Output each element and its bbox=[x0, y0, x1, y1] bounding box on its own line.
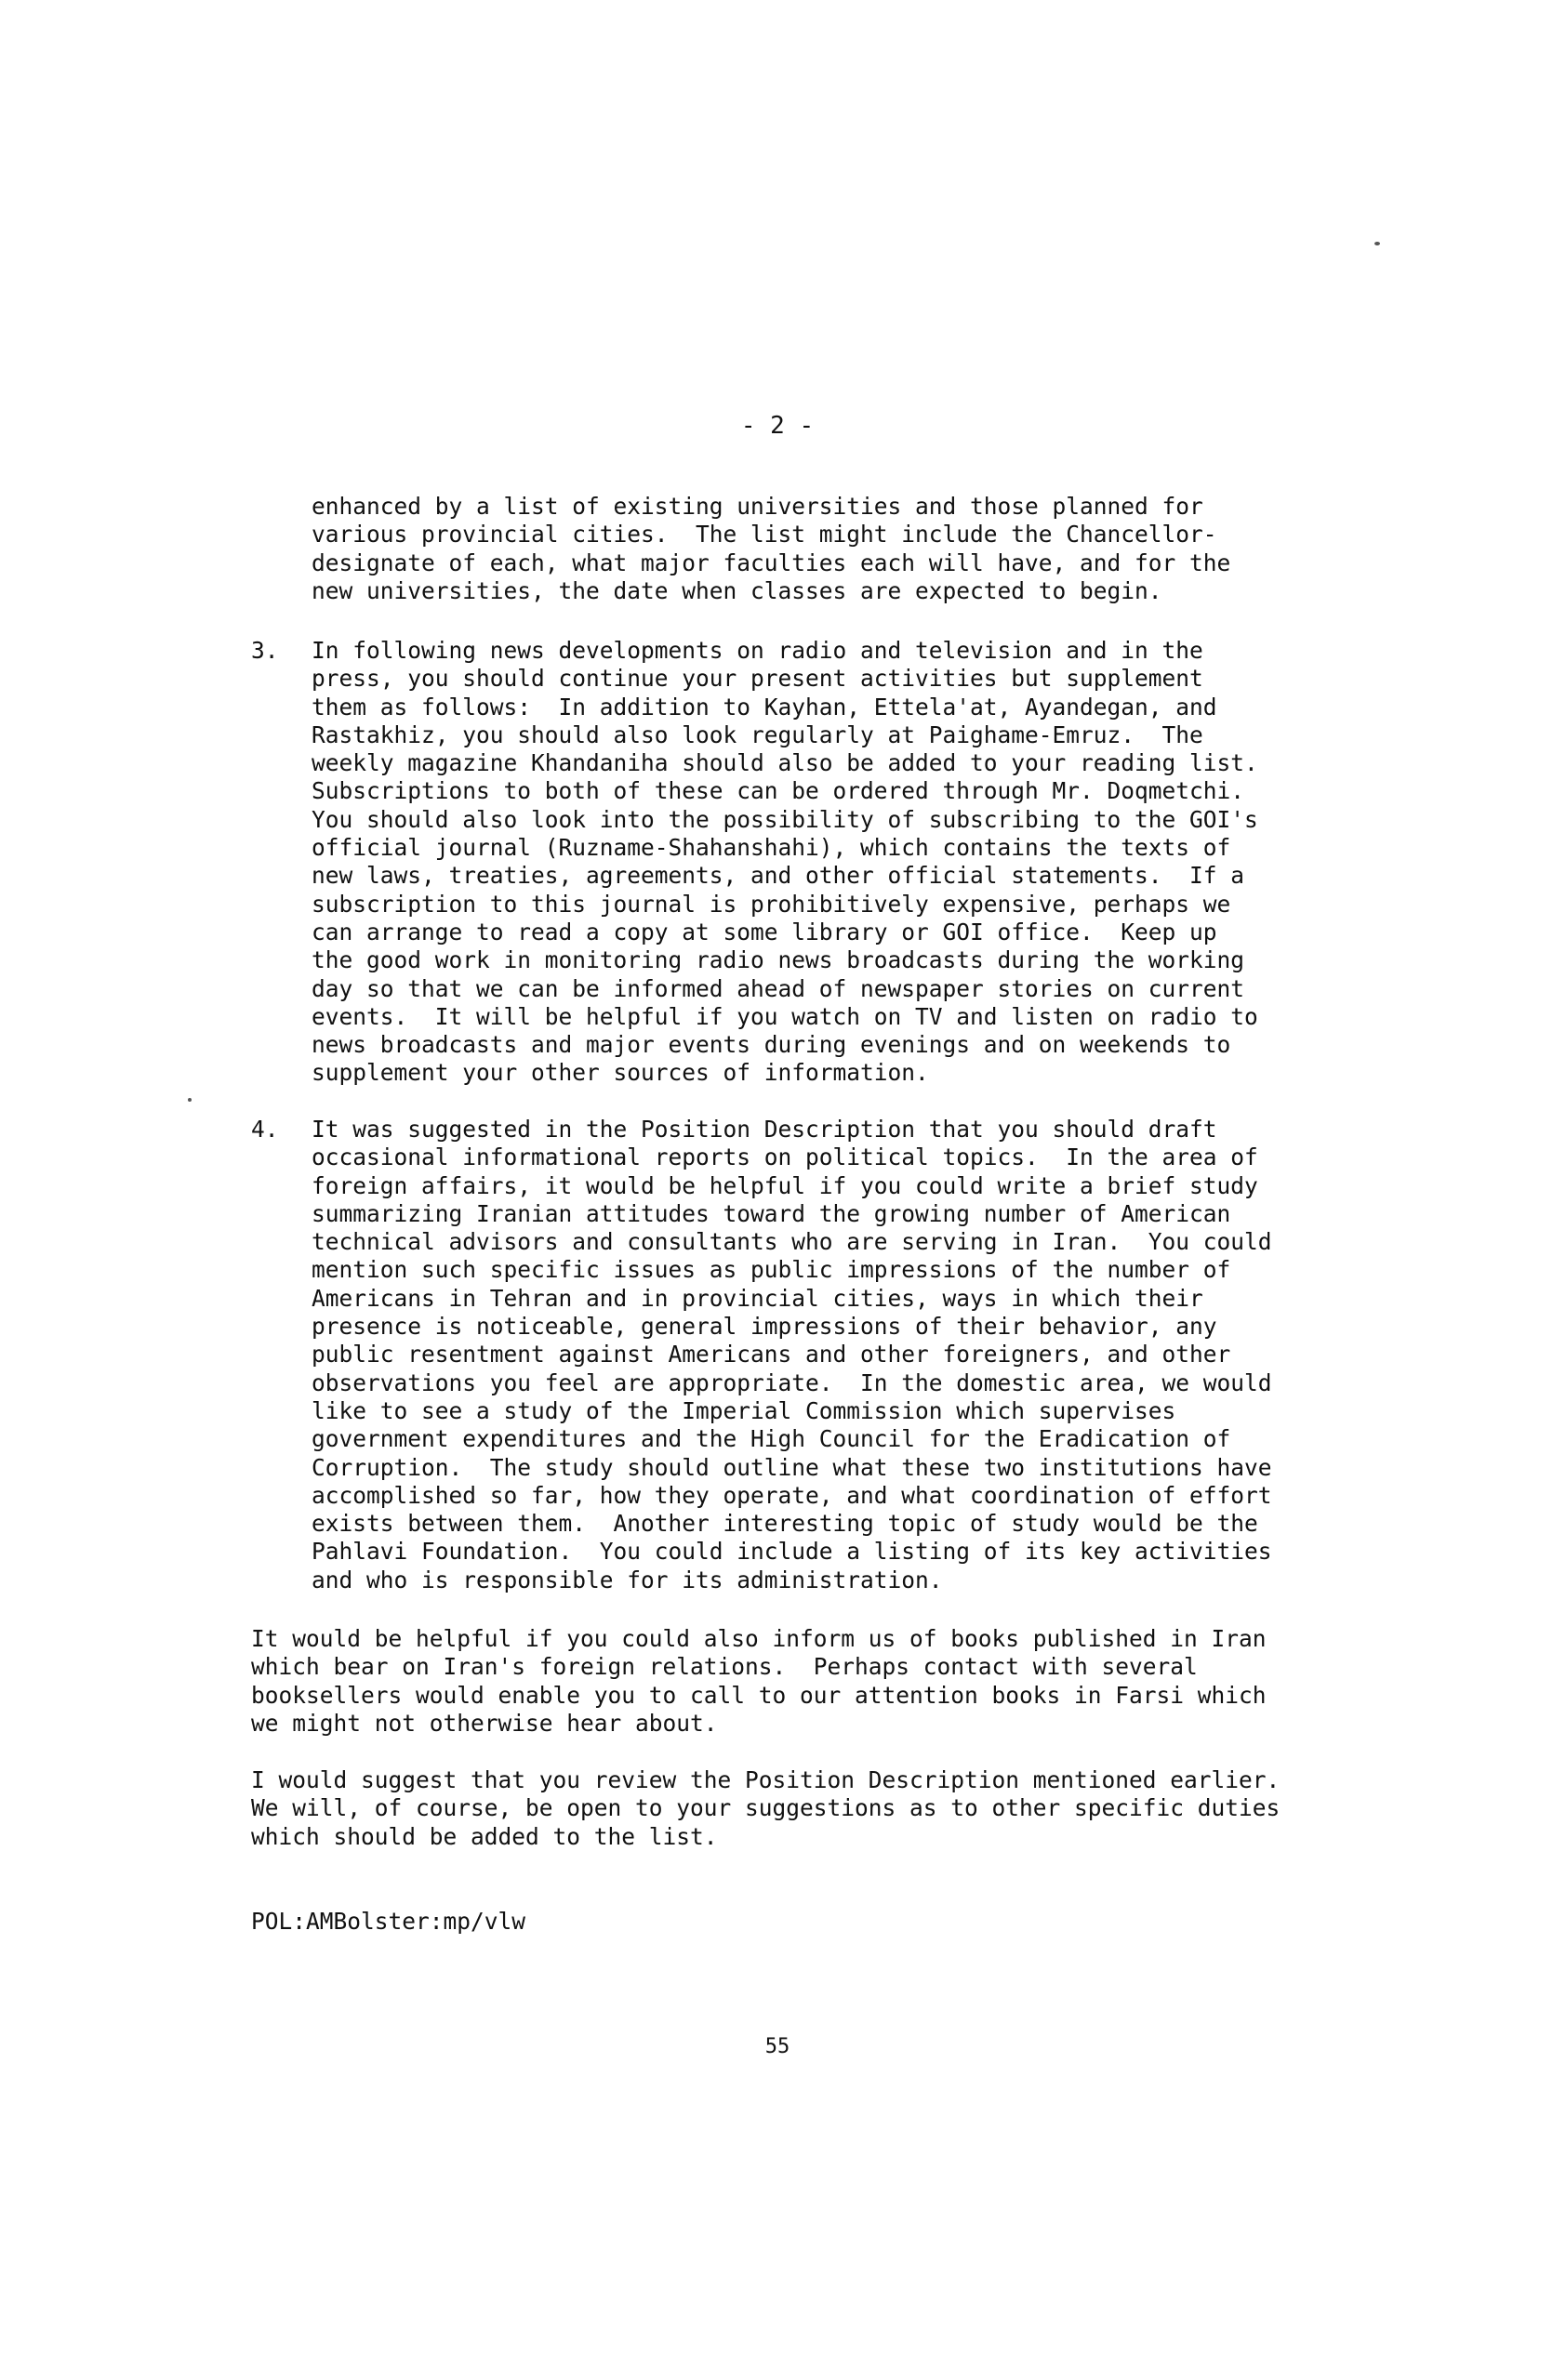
paragraph-4-number: 4. bbox=[251, 1116, 279, 1143]
paragraph-3-number: 3. bbox=[251, 637, 279, 664]
scan-speck bbox=[1374, 242, 1380, 245]
page-number: - 2 - bbox=[740, 412, 815, 440]
paragraph-review: I would suggest that you review the Position Description mentioned earlier. We will, of course, be open to your suggestions as to other specific duties which should be added to the list. bbox=[251, 1766, 1281, 1850]
paragraph-2-continuation: enhanced by a list of existing universities and those planned for various provincial cities. The list might include the Chancellor- designate of each, what major faculties each will have, and for the new universities, the date when classes are expected to begin. bbox=[312, 493, 1231, 604]
paragraph-books: It would be helpful if you could also inform us of books published in Iran which bear on Iran's foreign relations. Perhaps contact with several booksellers would enable you to call to our attention books in Farsi which we might not otherwise hear about. bbox=[251, 1625, 1267, 1737]
paragraph-4-text: It was suggested in the Position Description that you should draft occasional informational reports on political topics. In the area of foreign affairs, it would be helpful if you could write a brief study summarizing Iranian attitudes toward the growing number of American technical advisors and consultants who are serving in Iran. You could mention such specific issues as public impressions of the number of Americans in Tehran and in provincial cities, ways in which their presence is noticeable, general impressions of their behavior, any public resentment against Americans and other foreigners, and other observations you feel are appropriate. In the domestic area, we would like to see a study of the Imperial Commission which supervises government expenditures and the High Council for the Eradication of Corruption. The study should outline what these two institutions have accomplished so far, how they operate, and what coordination of effort exists between them. Another interesting topic of study would be the Pahlavi Foundation. You could include a listing of its key activities and who is responsible for its administration. bbox=[312, 1116, 1272, 1593]
paragraph-3-text: In following news developments on radio and television and in the press, you should continue your present activities but supplement them as follows: In addition to Kayhan, Ettela'at, Ayandegan, and Rastakhiz, you should also look regularly at Paighame-Emruz. The weekly magazine Khandaniha should also be added to your reading list. Subscriptions to both of these can be ordered through Mr. Doqmetchi. You should also look into the possibility of subscribing to the GOI's official journal (Ruzname-Shahanshahi), which contains the texts of new laws, treaties, agreements, and other official statements. If a subscription to this journal is prohibitively expensive, perhaps we can arrange to read a copy at some library or GOI office. Keep up the good work in monitoring radio news broadcasts during the working day so that we can be informed ahead of newspaper stories on current events. It will be helpful if you watch on TV and listen on radio to news broadcasts and major events during evenings and on weekends to supplement your other sources of information. bbox=[312, 637, 1258, 1087]
scan-speck bbox=[188, 1098, 192, 1102]
footer-page-number: 55 bbox=[764, 2035, 790, 2058]
reference-line: POL:AMBolster:mp/vlw bbox=[251, 1908, 526, 1935]
